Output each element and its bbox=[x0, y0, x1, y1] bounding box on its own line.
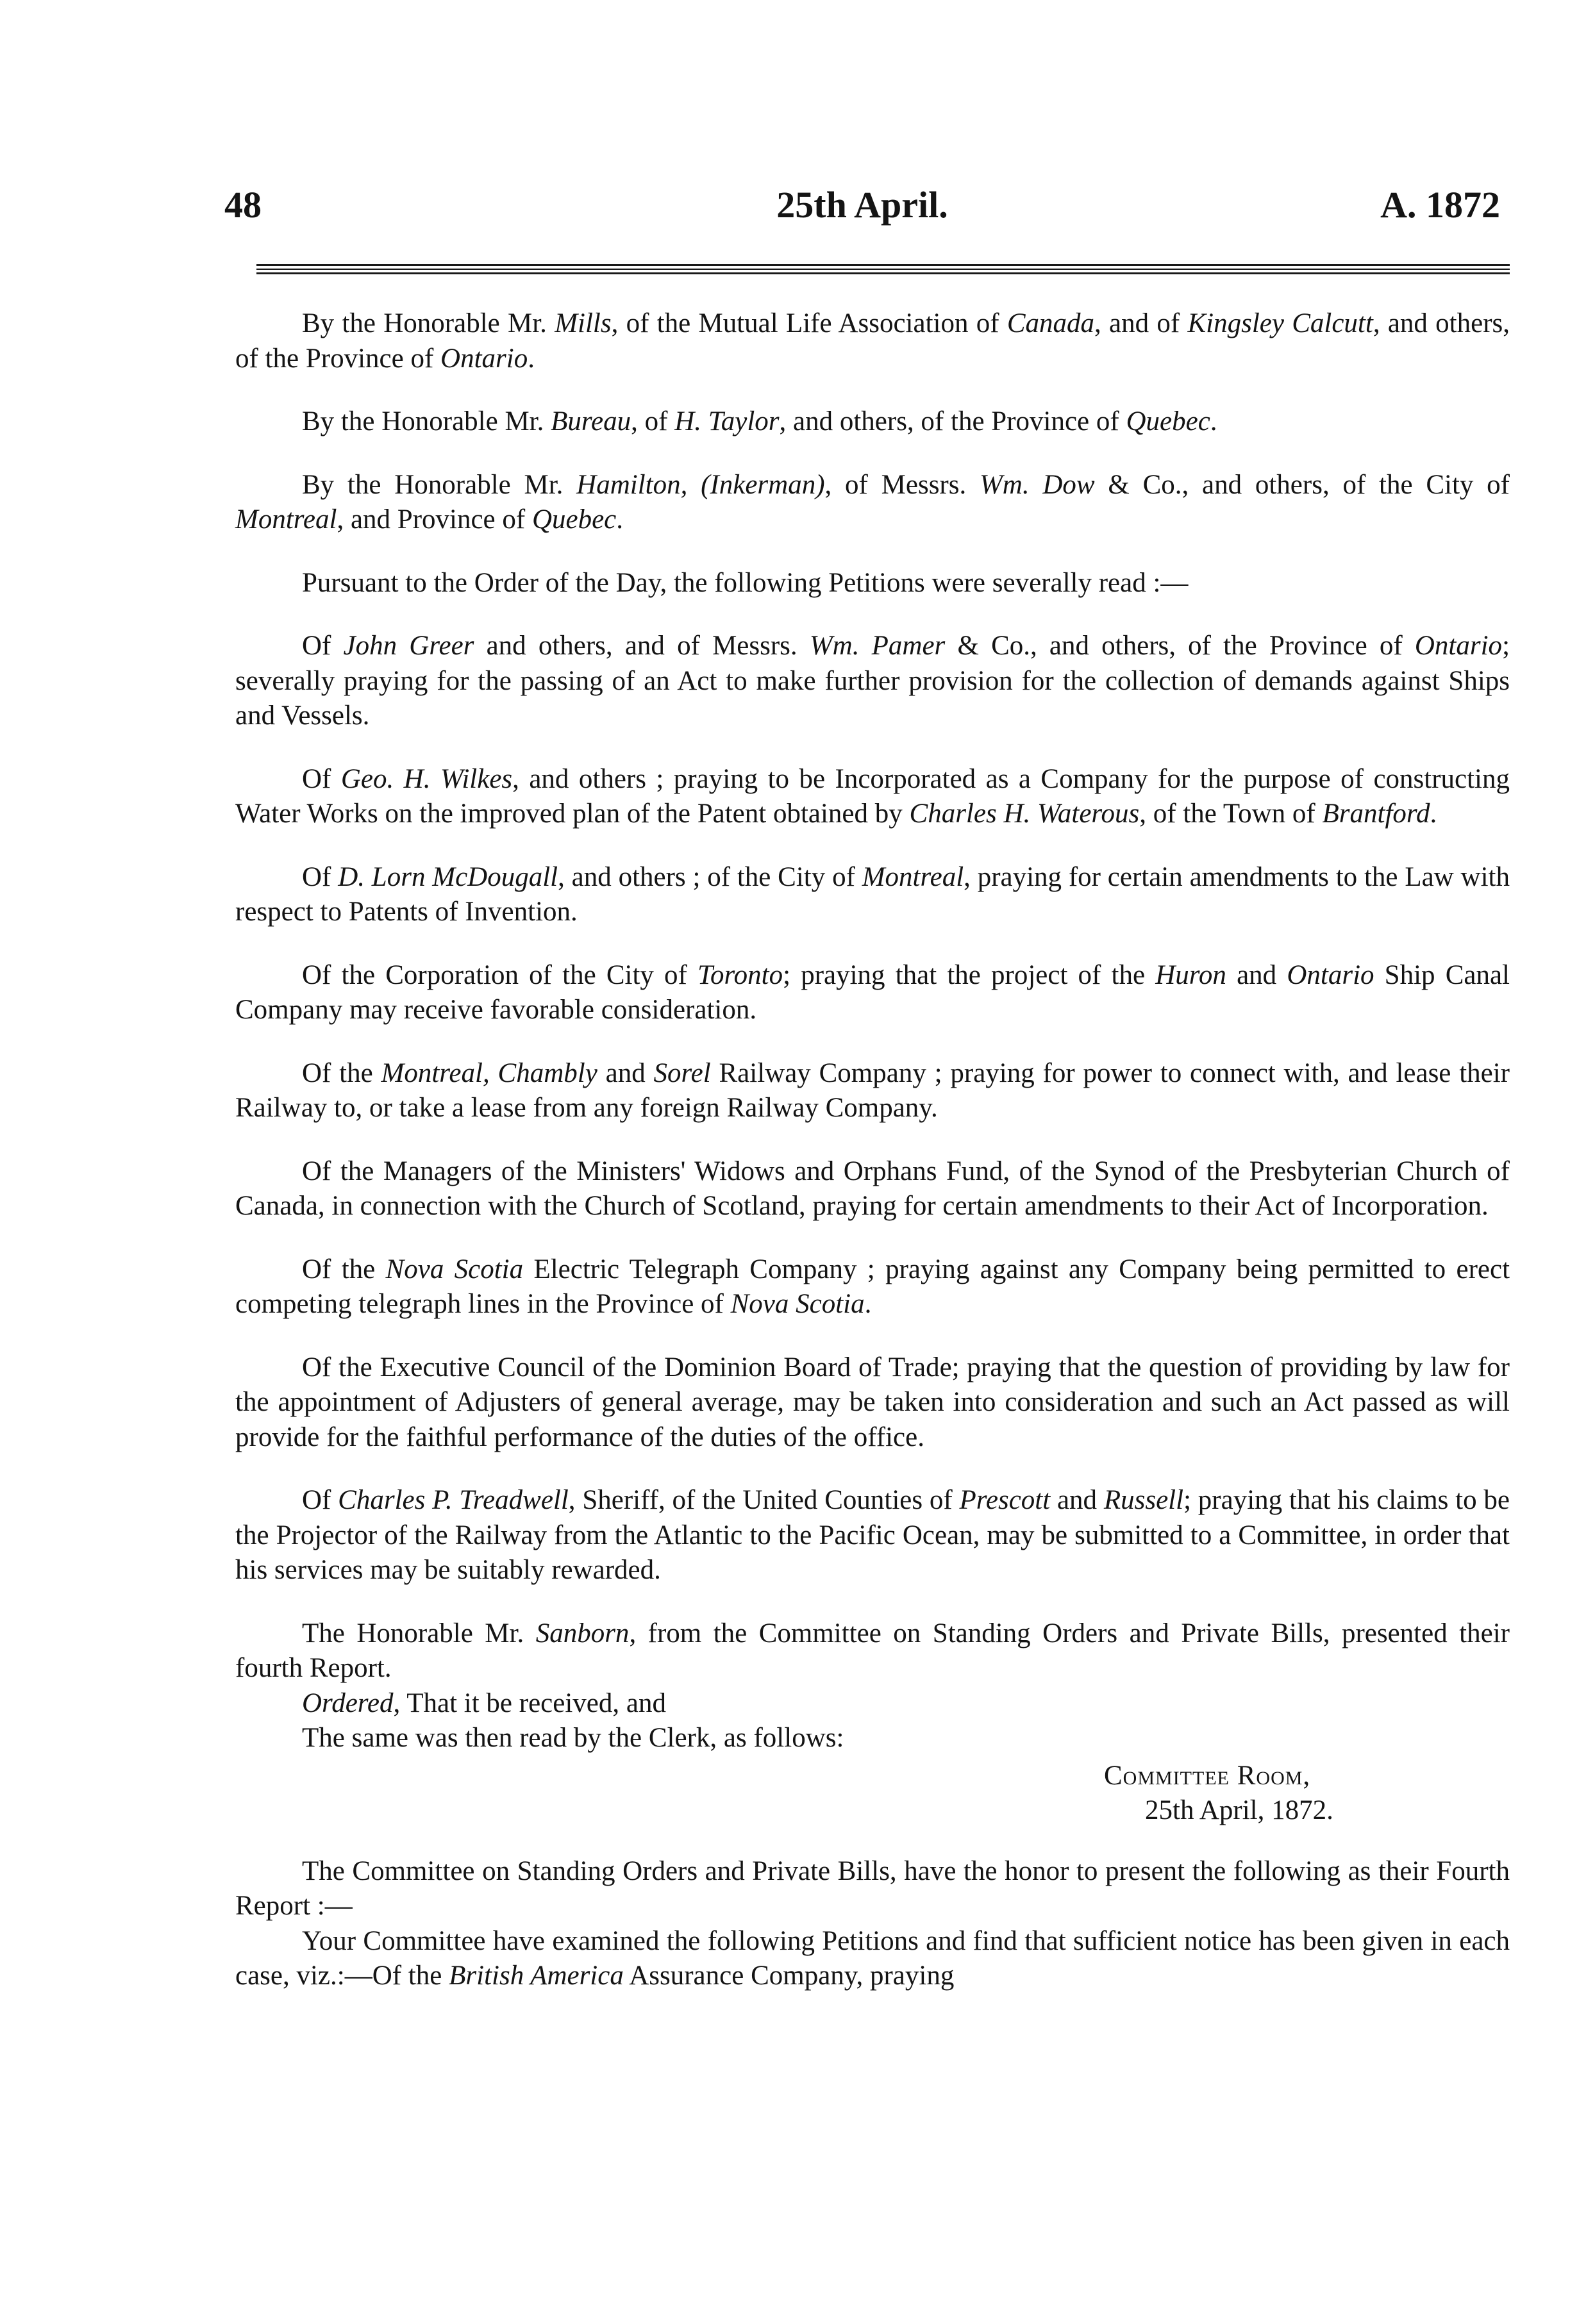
text-run: Of the Executive Council of the Dominion Board of Trade; praying that the question of providing by law for the appointment of Adjusters of general average, may be taken into consideration and such an Act passed as will provide for the faithful performance of the duties of the office. bbox=[235, 1352, 1510, 1452]
text-run: Railway Company ; praying for power to connect with, and lease their Railway to, or take a lease from any foreign Railway Company. bbox=[235, 1058, 1510, 1123]
signature-block bbox=[235, 1759, 1510, 1829]
italic-text-run: Prescott bbox=[959, 1485, 1051, 1515]
paragraph-8 bbox=[235, 958, 1510, 1028]
paragraph-9 bbox=[235, 1056, 1510, 1126]
text-run: , from the Committee on Standing Orders and Private Bills, presented their fourth Report. bbox=[235, 1618, 1510, 1683]
paragraph-6 bbox=[235, 762, 1510, 832]
text-run: , of Messrs. bbox=[824, 469, 980, 500]
report-heading-paragraph: The Committee on Standing Orders and Private Bills, have the honor to present the following as their Fourth Report :— bbox=[235, 1855, 1510, 1921]
paragraph-11 bbox=[235, 1252, 1510, 1322]
paragraph-2 bbox=[235, 404, 1510, 440]
italic-text-run: Quebec bbox=[531, 504, 617, 535]
italic-text-run: Ontario bbox=[1287, 959, 1374, 990]
italic-text-run: Nova Scotia bbox=[730, 1289, 865, 1319]
italic-text-run: Ontario bbox=[440, 343, 528, 374]
read-by-clerk-line: The same was then read by the Clerk, as follows: bbox=[302, 1723, 844, 1753]
text-run: Of the Corporation of the City of bbox=[302, 959, 698, 990]
report-body-paragraph bbox=[235, 1924, 1510, 1994]
text-run: Of bbox=[302, 763, 341, 794]
text-run: Electric Telegraph Company ; praying against any Company being permitted to erect competing telegraph lines in the Province of bbox=[235, 1254, 1510, 1319]
italic-text-run: Sorel bbox=[653, 1058, 711, 1088]
italic-text-run: Charles H. Waterous bbox=[909, 799, 1140, 829]
text-run: Pursuant to the Order of the Day, the following Petitions were severally read :— bbox=[302, 567, 1189, 598]
italic-text-run: Hamilton, (Inkerman) bbox=[576, 469, 825, 500]
text-run: . bbox=[616, 504, 624, 535]
italic-text-run: Wm. Pamer bbox=[809, 631, 946, 661]
italic-text-run: Russell bbox=[1103, 1485, 1184, 1515]
italic-text-run: Toronto bbox=[697, 959, 783, 990]
text-run: , and others ; praying to be Incorporated as a Company for the purpose of constructing Water Works on the improved plan of the Patent obtained by bbox=[235, 763, 1510, 829]
text-run: Of the bbox=[302, 1254, 386, 1284]
text-run: Of the Managers of the Ministers' Widows and Orphans Fund, of the Synod of the Presbyterian Church of Canada, in connection with the Church of Scotland, praying for certain amendments to their Act of Incorporation. bbox=[235, 1156, 1510, 1221]
italic-text-run: Kingsley Calcutt bbox=[1187, 308, 1373, 338]
page-year: A. 1872 bbox=[1380, 184, 1500, 226]
signature-date: 25th April, 1872. bbox=[1145, 1795, 1333, 1825]
text-run: , That it be received, and bbox=[393, 1688, 666, 1718]
text-run: , Sheriff, of the United Counties of bbox=[568, 1485, 960, 1515]
page-date-heading: 25th April. bbox=[776, 184, 948, 226]
text-run: . bbox=[1210, 406, 1217, 436]
petition-list bbox=[235, 306, 1510, 1588]
italic-text-run: Montreal bbox=[862, 861, 964, 892]
paragraph-10 bbox=[235, 1154, 1510, 1224]
italic-text-run: Canada bbox=[1006, 308, 1095, 338]
italic-text-run: D. Lorn McDougall bbox=[338, 861, 558, 892]
text-run: , of bbox=[631, 406, 675, 436]
text-run: , and others ; of the City of bbox=[558, 861, 862, 892]
text-run: & Co., and others, of the Province of bbox=[945, 631, 1415, 661]
text-run: , of the Mutual Life Association of bbox=[611, 308, 1007, 338]
italic-text-run: Huron bbox=[1155, 959, 1226, 990]
text-run: Of bbox=[302, 1485, 338, 1515]
text-run: , and others, of the Province of bbox=[779, 406, 1126, 436]
text-run: . bbox=[528, 343, 535, 374]
text-run: The Honorable Mr. bbox=[302, 1618, 536, 1648]
text-run: & Co., and others, of the City of bbox=[1094, 469, 1510, 500]
header-rule-middle bbox=[256, 269, 1510, 270]
text-run: ; praying that his claims to be the Projector of the Railway from the Atlantic to the Pacific Ocean, may be submitted to a Committee, in order that his services may be suitably rewarded. bbox=[235, 1485, 1510, 1585]
italic-text-run: Bureau bbox=[551, 406, 631, 436]
italic-text-run: Wm. Dow bbox=[979, 469, 1095, 500]
report-intro-paragraph bbox=[235, 1616, 1510, 1686]
text-run: and bbox=[1226, 959, 1287, 990]
text-run: ; severally praying for the passing of an Act to make further provision for the collection of demands against Ships and Vessels. bbox=[235, 631, 1510, 731]
italic-text-run: British America bbox=[449, 1961, 624, 1991]
text-run: Ship Canal Company may receive favorable consideration. bbox=[235, 959, 1510, 1025]
text-run: , of the Town of bbox=[1139, 799, 1323, 829]
italic-text-run: Ordered bbox=[302, 1688, 394, 1718]
italic-text-run: Charles P. Treadwell bbox=[338, 1485, 569, 1515]
text-run: , and others, of the Province of bbox=[235, 308, 1510, 374]
signature-place: Committee Room, bbox=[1104, 1760, 1311, 1791]
text-run: and others, and of Messrs. bbox=[474, 631, 810, 661]
paragraph-3 bbox=[235, 468, 1510, 538]
paragraph-13 bbox=[235, 1483, 1510, 1588]
text-run: , and of bbox=[1094, 308, 1188, 338]
text-run: and bbox=[597, 1058, 654, 1088]
paragraph-1 bbox=[235, 306, 1510, 376]
paragraph-12 bbox=[235, 1350, 1510, 1456]
italic-text-run: Quebec bbox=[1126, 406, 1210, 436]
text-run: Of bbox=[302, 861, 338, 892]
italic-text-run: Geo. H. Wilkes bbox=[340, 763, 513, 794]
text-run: Of bbox=[302, 631, 344, 661]
paragraph-7 bbox=[235, 860, 1510, 930]
italic-text-run: Sanborn bbox=[535, 1618, 630, 1648]
page-number: 48 bbox=[224, 184, 262, 226]
paragraph-5 bbox=[235, 629, 1510, 734]
text-run: , and Province of bbox=[337, 504, 532, 535]
italic-text-run: Brantford bbox=[1322, 799, 1430, 829]
italic-text-run: Nova Scotia bbox=[385, 1254, 524, 1284]
text-run: . bbox=[864, 1289, 872, 1319]
text-run: Of the bbox=[302, 1058, 381, 1088]
text-run: . bbox=[1430, 799, 1437, 829]
italic-text-run: John Greer bbox=[343, 631, 474, 661]
italic-text-run: Ontario bbox=[1414, 631, 1503, 661]
header-rule-bottom bbox=[256, 272, 1510, 274]
document-body bbox=[235, 306, 1510, 1994]
italic-text-run: H. Taylor bbox=[674, 406, 780, 436]
text-run: By the Honorable Mr. bbox=[302, 469, 577, 500]
italic-text-run: Montreal bbox=[235, 504, 337, 535]
page-header bbox=[224, 183, 1500, 254]
text-run: By the Honorable Mr. bbox=[302, 406, 551, 436]
header-rule-top bbox=[256, 264, 1510, 266]
ordered-line bbox=[235, 1686, 1510, 1722]
text-run: By the Honorable Mr. bbox=[302, 308, 555, 338]
italic-text-run: Mills bbox=[555, 308, 612, 338]
paragraph-4 bbox=[235, 566, 1510, 601]
text-run: ; praying that the project of the bbox=[783, 959, 1156, 990]
text-run: , praying for certain amendments to the Law with respect to Patents of Invention. bbox=[235, 861, 1510, 927]
italic-text-run: Montreal, Chambly bbox=[381, 1058, 597, 1088]
text-run: and bbox=[1050, 1485, 1104, 1515]
text-run: Your Committee have examined the following Petitions and find that sufficient notice has been given in each case, viz.:—Of the bbox=[235, 1925, 1510, 1991]
text-run: Assurance Company, praying bbox=[623, 1961, 955, 1991]
